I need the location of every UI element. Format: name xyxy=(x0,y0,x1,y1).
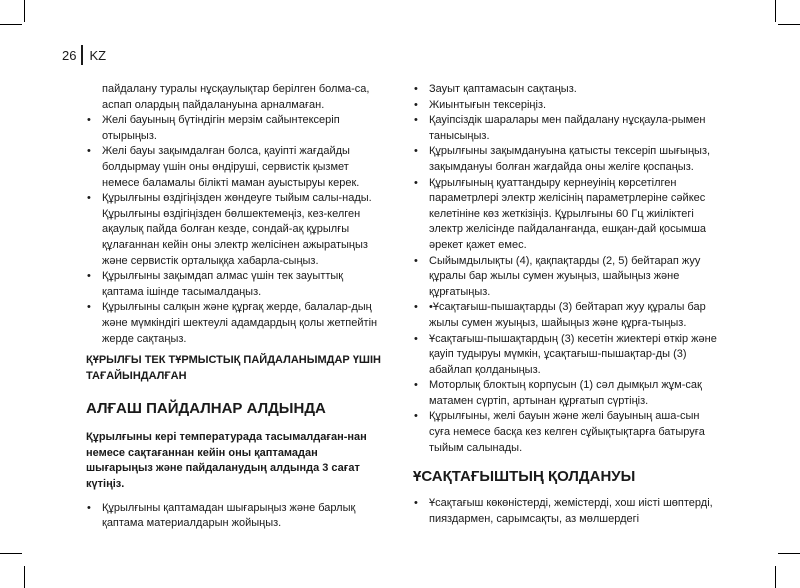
intro-text: пайдалану туралы нұсқаулықтар берілген болма-са, аспап олардың пайдалануына арналмаған. xyxy=(102,83,370,111)
list-item: • Желі бауының бүтіндігін мерзім сайынтексеріп отырыңыз. xyxy=(86,113,386,144)
list-item: • Ұсақтағыш-пышақтардың (3) кесетін жиектері өткір және қауіп тудыруы мүмкін, ұсақтағыш-пышақтар-ды (3) абайлап қолданыңыз. xyxy=(413,332,718,379)
list-item: • Сыйымдылықты (4), қақпақтарды (2, 5) бейтарап жуу құралы бар жылы сумен жуыңыз, шайыңыз және құрғатыңыз. xyxy=(413,254,718,301)
right-column xyxy=(413,82,718,527)
list-item: • Құрылғыны салқын және құрғақ жерде, балалар-дың және мүмкіндігі шектеулі адамдардың қолы жетпейтін жерде сақтаңыз. xyxy=(86,300,386,347)
crop-mark-bottom-right-v xyxy=(775,566,776,588)
crop-mark-top-right-v xyxy=(775,0,776,22)
section-title-before-first-use: АЛҒАШ ПАЙДАЛНАР АЛДЫНДА xyxy=(86,400,326,418)
list-item: • Құрылғының қуаттандыру кернеуінің көрсетілген параметрлері электр желісінің параметрлеріне сәйкес келетініне көз жеткізіңіз. Құрылғыны 60 Гц жиіліктегі электр желісінде пайдаланғанда, ешқан-дай қосымша әрекет қажет емес. xyxy=(413,176,718,254)
section-title-chopper-use: ҰСАҚТАҒЫШТЫҢ ҚОЛДАНУЫ xyxy=(413,468,636,486)
list-item: • Ұсақтағыш көкөністерді, жемістерді, хош иісті шөптерді, пияздармен, сарымсақты, аз мөлшердегі xyxy=(413,496,718,527)
crop-mark-top-right-h xyxy=(778,24,800,25)
crop-mark-bottom-right-h xyxy=(778,553,800,554)
list-item: • Құрылғыны қаптамадан шығарыңыз және барлық қаптама материалдарын жойыңыз. xyxy=(86,501,386,532)
header-divider xyxy=(81,45,83,65)
list-item: • Құрылғыны зақымдануына қатысты тексеріп шығыңыз, зақымдануы болған жағдайда оны желіге қоспаңыз. xyxy=(413,144,718,175)
list-item: • Құрылғыны, желі бауын және желі бауының аша-сын суға немесе басқа кез келген сұйықтықтарға батыруға тыйым салынады. xyxy=(413,409,718,456)
list-item: • Желі бауы зақымдалған болса, қауіпті жағдайды болдырмау үшін оны өндіруші, сервистік қызмет немесе баламалы білікті маман ауыстыруы керек. xyxy=(86,144,386,191)
storage-warning: Құрылғыны кері температурада тасымалдаған-нан немесе сақтағаннан кейін оны қаптамадан шығарыңыз және пайдаланудың алдында 3 сағат күтіңіз. xyxy=(86,431,367,491)
left-column xyxy=(86,82,386,532)
household-notice: ҚҰРЫЛҒЫ ТЕК ТҰРМЫСТЫҚ ПАЙДАЛАНЫМДАР ҮШІН ТАҒАЙЫНДАЛҒАН xyxy=(86,354,381,382)
right-bullet-list-2 xyxy=(413,496,718,527)
list-item: • Жиынтығын тексеріңіз. xyxy=(413,98,718,114)
left-bullet-list-1 xyxy=(86,113,386,347)
left-bullet-list-2 xyxy=(86,501,386,532)
language-code: KZ xyxy=(89,47,107,63)
crop-mark-top-left-h xyxy=(0,24,22,25)
list-item: • Зауыт қаптамасын сақтаңыз. xyxy=(413,82,718,98)
list-item: • Құрылғыны зақымдап алмас үшін тек зауыттық қаптама ішінде тасымалдаңыз. xyxy=(86,269,386,300)
list-item: • •Ұсақтағыш-пышақтарды (3) бейтарап жуу құралы бар жылы сумен жуыңыз, шайыңыз және құрға-тыңыз. xyxy=(413,300,718,331)
list-item: • Қауіпсіздік шаралары мен пайдалану нұсқаула-рымен танысыңыз. xyxy=(413,113,718,144)
right-bullet-list-1 xyxy=(413,82,718,456)
crop-mark-bottom-left-h xyxy=(0,553,22,554)
crop-mark-top-left-v xyxy=(24,0,25,22)
list-item: • Моторлық блоктың корпусын (1) сәл дымқыл жұм-сақ матамен сүртіп, артынан құрғатып сүртіңіз. xyxy=(413,378,718,409)
page-header xyxy=(62,44,106,66)
list-item: • Құрылғыны өздігіңізден жөндеуге тыйым салы-нады. Құрылғыны өздігіңізден бөлшектемеңіз, кез-келген ақаулық пайда болған кезде, сондай-ақ құрылғы құлағаннан кейін оны электр желісінен ажыратыңыз және сервистік орталыққа хабарла-сыңыз. xyxy=(86,191,386,269)
page-number: 26 xyxy=(62,47,77,63)
crop-mark-bottom-left-v xyxy=(24,566,25,588)
